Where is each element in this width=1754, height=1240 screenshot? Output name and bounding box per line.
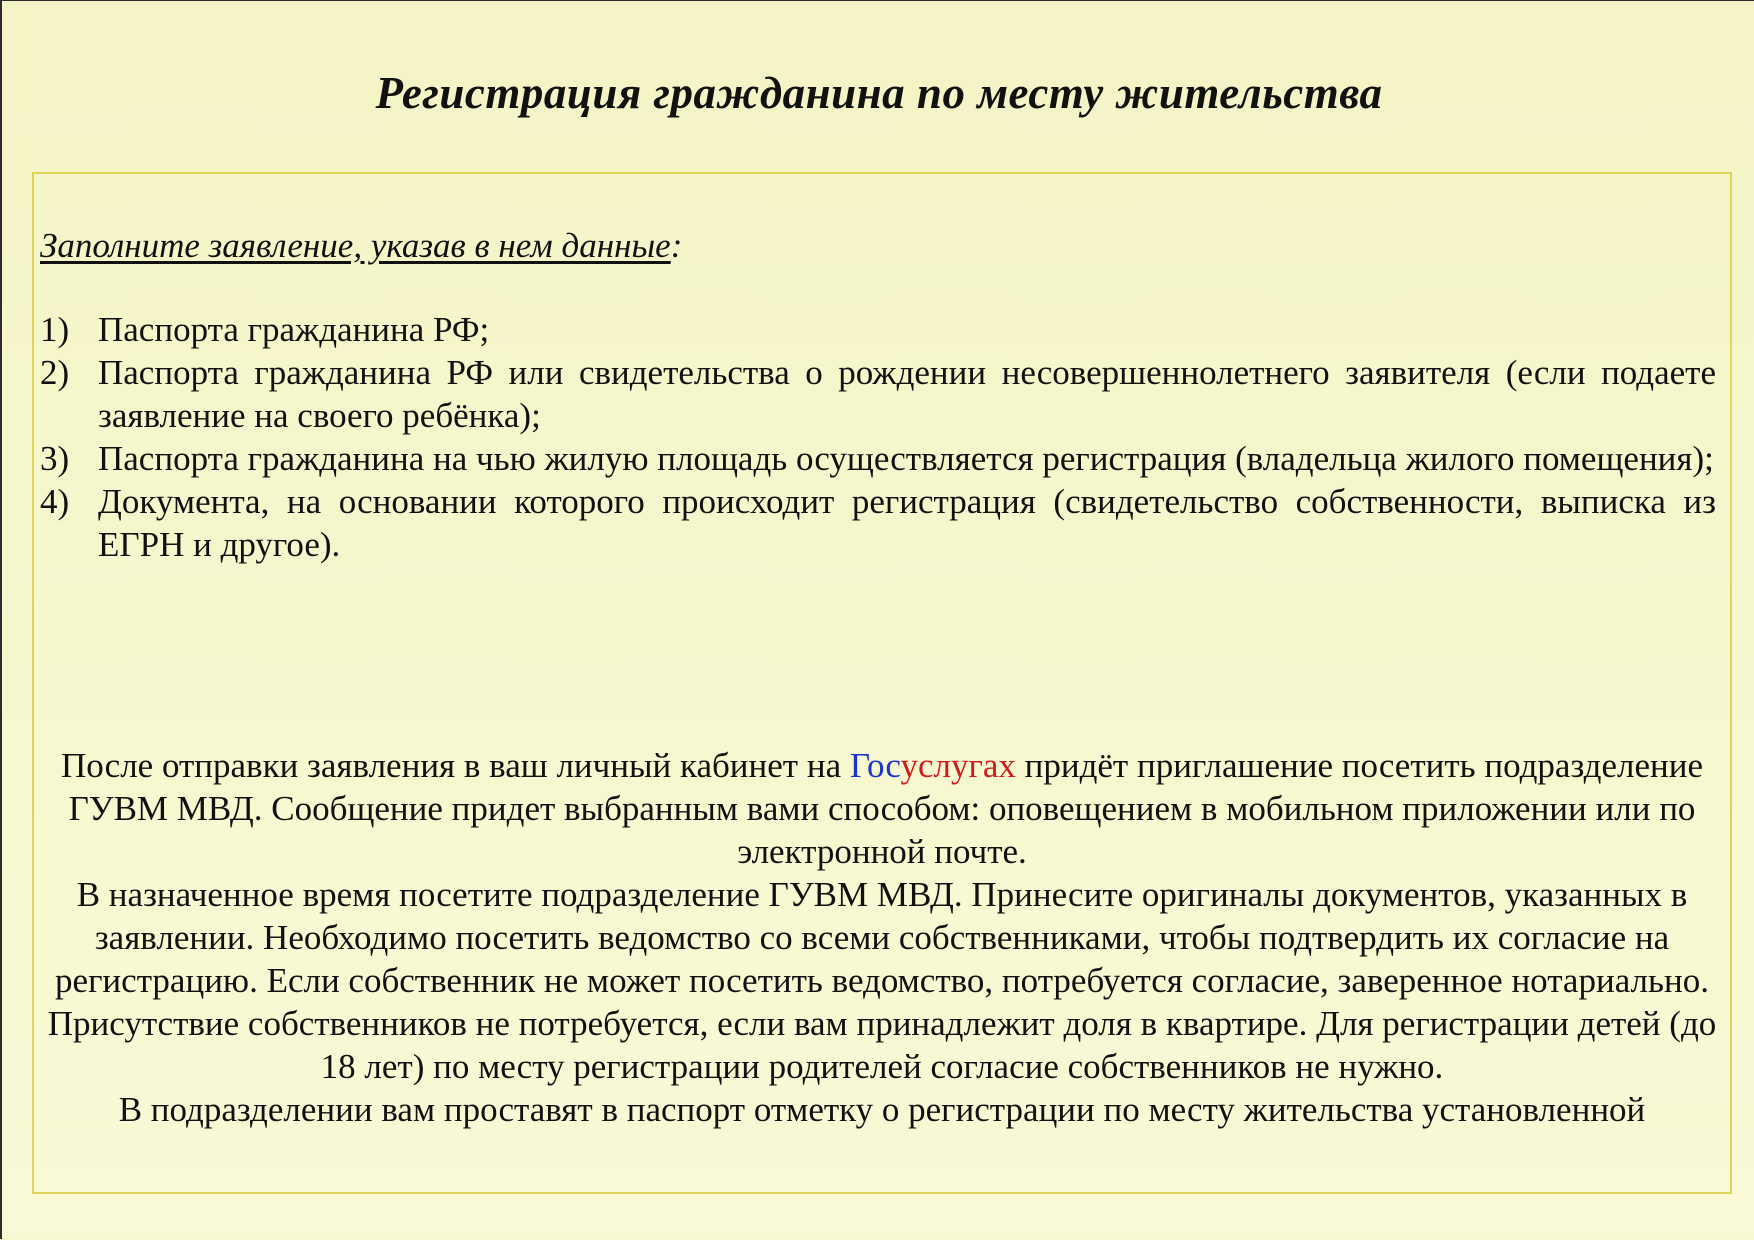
list-item xyxy=(40,437,1716,480)
page-title: Регистрация гражданина по месту жительства xyxy=(375,68,1383,118)
intro-line xyxy=(40,226,682,266)
requirements-list xyxy=(40,308,1716,566)
list-item-text: Паспорта гражданина РФ или свидетельства о рождении несовершеннолетнего заявителя (если подаете заявление на своего ребёнка); xyxy=(98,353,1716,435)
intro-text: Заполните заявление, указав в нем данные xyxy=(40,226,671,265)
list-item-number: 4) xyxy=(40,482,70,521)
info-text: После отправки заявления в ваш личный кабинет на xyxy=(61,746,850,785)
list-item-text: Паспорта гражданина на чью жилую площадь осуществляется регистрация (владельца жилого помещения); xyxy=(98,439,1714,478)
info-paragraph-stamp: В подразделении вам проставят в паспорт отметку о регистрации по месту жительства установленной xyxy=(118,1090,1646,1129)
list-item-text: Документа, на основании которого происходит регистрация (свидетельство собственности, выписка из ЕГРН и другое). xyxy=(98,482,1716,564)
list-item xyxy=(40,351,1716,437)
info-block xyxy=(44,744,1720,1131)
list-item-number: 2) xyxy=(40,353,70,392)
list-item xyxy=(40,308,1716,351)
intro-colon: : xyxy=(670,226,683,265)
content-box xyxy=(32,172,1732,1194)
info-text: придёт приглашение посетить подразделение ГУВМ МВД. Сообщение придет выбранным вами способом: оповещением в мобильном приложении или по электронной почте. xyxy=(68,746,1703,871)
gosuslugi-uslugi-text: услугах xyxy=(900,746,1016,785)
info-paragraph-visit: В назначенное время посетите подразделение ГУВМ МВД. Принесите оригиналы документов, указанных в заявлении. Необходимо посетить ведомство со всеми собственниками, чтобы подтвердить их согласие на регистрацию. Если собственник не может посетить ведомство, потребуется согласие, заверенное нотариально. Присутствие собственников не потребуется, если вам принадлежит доля в квартире. Для регистрации детей (до 18 лет) по месту регистрации родителей согласие собственников не нужно. xyxy=(47,875,1717,1086)
info-paragraph-invitation xyxy=(44,744,1720,873)
list-item-number: 3) xyxy=(40,439,70,478)
list-item-number: 1) xyxy=(40,310,70,349)
list-item-text: Паспорта гражданина РФ; xyxy=(98,310,490,349)
gosuslugi-gos-text: Гос xyxy=(849,746,901,785)
list-item xyxy=(40,480,1716,566)
